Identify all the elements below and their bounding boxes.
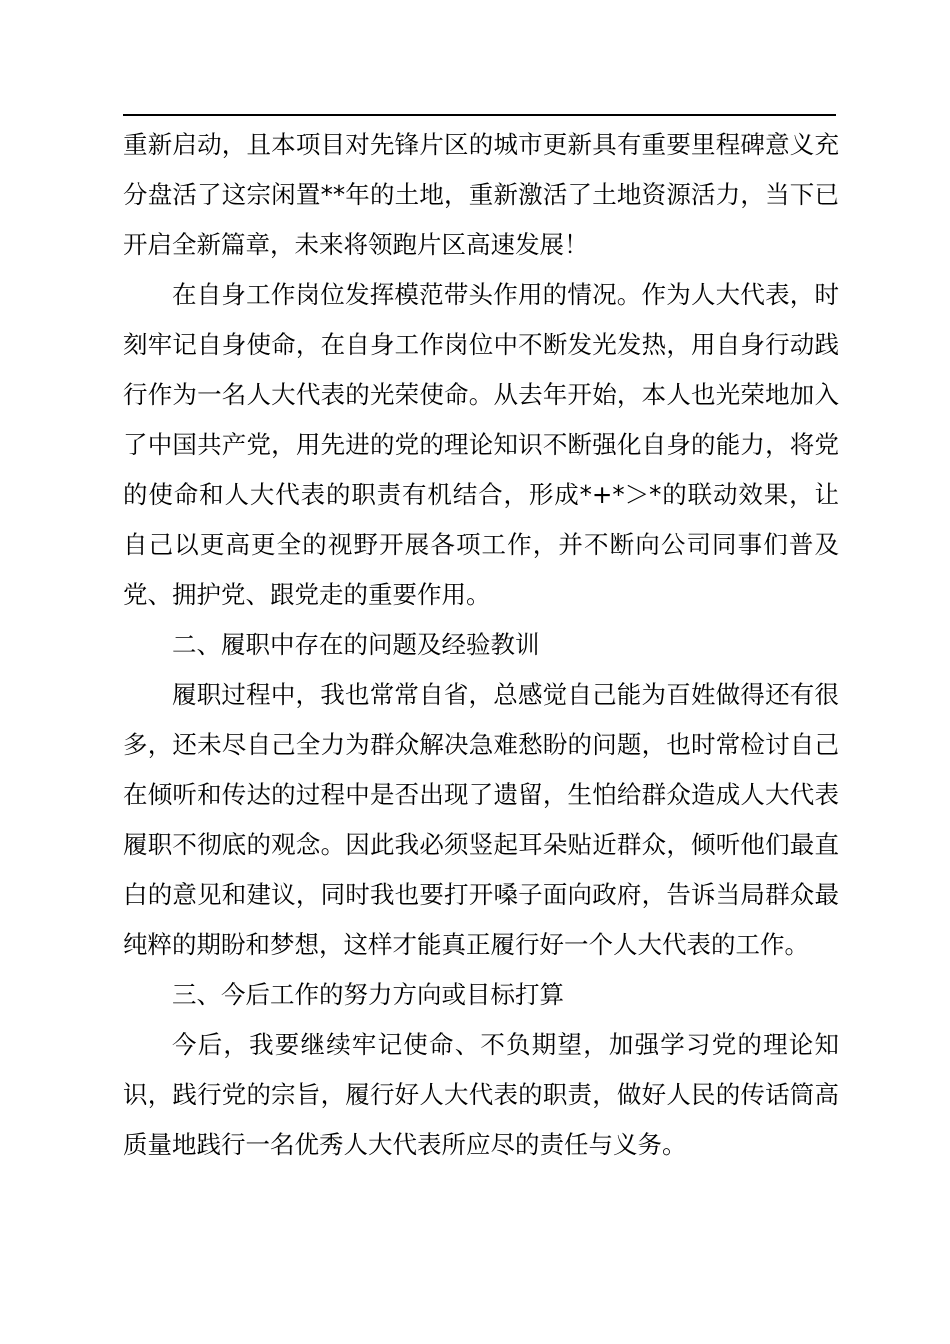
paragraph-4: 今后，我要继续牢记使命、不负期望，加强学习党的理论知识，践行党的宗旨，履行好人大代表的职责，做好人民的传话筒高质量地践行一名优秀人大代表所应尽的责任与义务。 (123, 1030, 839, 1159)
section-heading-3: 三、今后工作的努力方向或目标打算 (172, 980, 564, 1009)
paragraph-1: 重新启动，且本项目对先锋片区的城市更新具有重要里程碑意义充分盘活了这宗闲置**年的土地，重新激活了土地资源活力，当下已开启全新篇章，未来将领跑片区高速发展！ (123, 130, 839, 259)
header-rule (123, 114, 836, 116)
paragraph-2: 在自身工作岗位发挥模范带头作用的情况。作为人大代表，时刻牢记自身使命，在自身工作岗位中不断发光发热，用自身行动践行作为一名人大代表的光荣使命。从去年开始，本人也光荣地加入了中国共产党，用先进的党的理论知识不断强化自身的能力，将党的使命和人大代表的职责有机结合，形成*+*＞*的联动效果，让自己以更高更全的视野开展各项工作，并不断向公司同事们普及党、拥护党、跟党走的重要作用。 (123, 280, 839, 609)
paragraph-3: 履职过程中，我也常常自省，总感觉自己能为百姓做得还有很多，还未尽自己全力为群众解决急难愁盼的问题，也时常检讨自己在倾听和传达的过程中是否出现了遗留，生怕给群众造成人大代表履职不彻底的观念。因此我必须竖起耳朵贴近群众，倾听他们最直白的意见和建议，同时我也要打开嗓子面向政府，告诉当局群众最纯粹的期盼和梦想，这样才能真正履行好一个人大代表的工作。 (123, 680, 839, 959)
document-body (123, 120, 839, 1170)
section-heading-2: 二、履职中存在的问题及经验教训 (172, 630, 540, 659)
